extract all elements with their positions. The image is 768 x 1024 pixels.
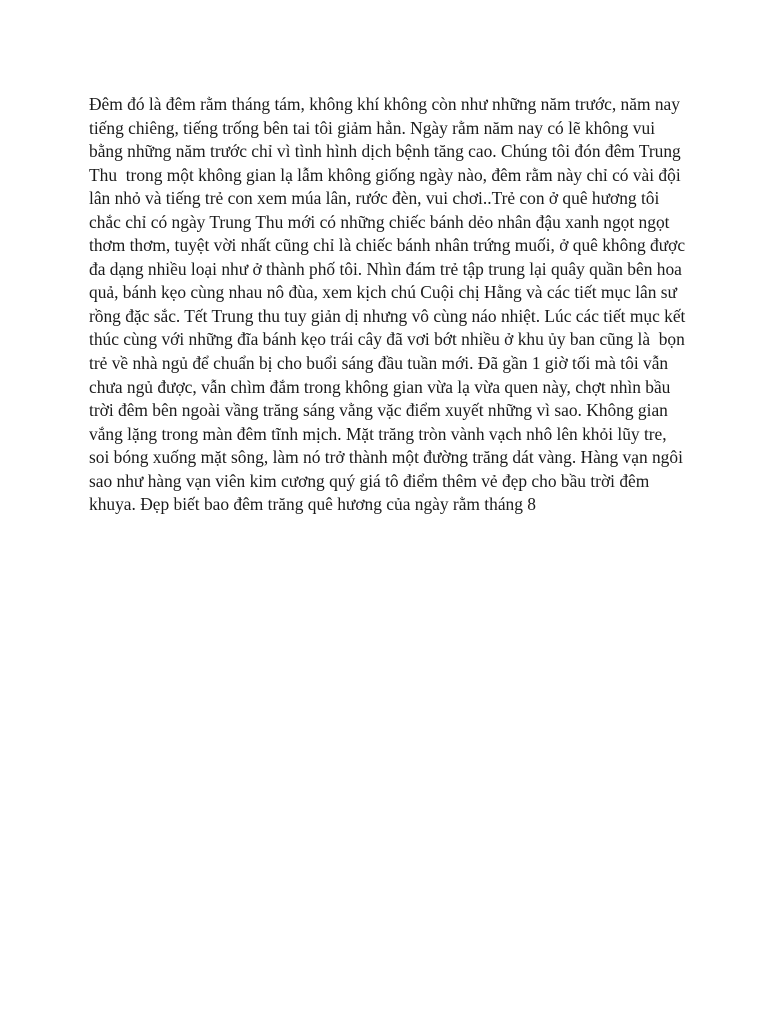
body-paragraph: Đêm đó là đêm rằm tháng tám, không khí không còn như những năm trước, năm nay tiếng chiêng, tiếng trống bên tai tôi giảm hẳn. Ngày rằm năm nay có lẽ không vui bằng những năm trước chỉ vì tình hình dịch bệnh tăng cao. Chúng tôi đón đêm Trung Thu trong một không gian lạ lẫm không giống ngày nào, đêm rằm này chỉ có vài đội lân nhỏ và tiếng trẻ con xem múa lân, rước đèn, vui chơi..Trẻ con ở quê hương tôi chắc chỉ có ngày Trung Thu mới có những chiếc bánh dẻo nhân đậu xanh ngọt ngọt thơm thơm, tuyệt vời nhất cũng chỉ là chiếc bánh nhân trứng muối, ở quê không được đa dạng nhiều loại như ở thành phố tôi. Nhìn đám trẻ tập trung lại quây quần bên hoa quả, bánh kẹo cùng nhau nô đùa, xem kịch chú Cuội chị Hằng và các tiết mục lân sư rồng đặc sắc. Tết Trung thu tuy giản dị nhưng vô cùng náo nhiệt. Lúc các tiết mục kết thúc cùng với những đĩa bánh kẹo trái cây đã vơi bớt nhiều ở khu ủy ban cũng là bọn trẻ về nhà ngủ để chuẩn bị cho buổi sáng đầu tuần mới. Đã gần 1 giờ tối mà tôi vẫn chưa ngủ được, vẫn chìm đắm trong không gian vừa lạ vừa quen này, chợt nhìn bầu trời đêm bên ngoài vầng trăng sáng vằng vặc điểm xuyết những vì sao. Không gian vắng lặng trong màn đêm tĩnh mịch. Mặt trăng tròn vành vạch nhô lên khỏi lũy tre, soi bóng xuống mặt sông, làm nó trở thành một đường trăng dát vàng. Hàng vạn ngôi sao như hàng vạn viên kim cương quý giá tô điểm thêm vẻ đẹp cho bầu trời đêm khuya. Đẹp biết bao đêm trăng quê hương của ngày rằm tháng 8 — [89, 94, 690, 515]
